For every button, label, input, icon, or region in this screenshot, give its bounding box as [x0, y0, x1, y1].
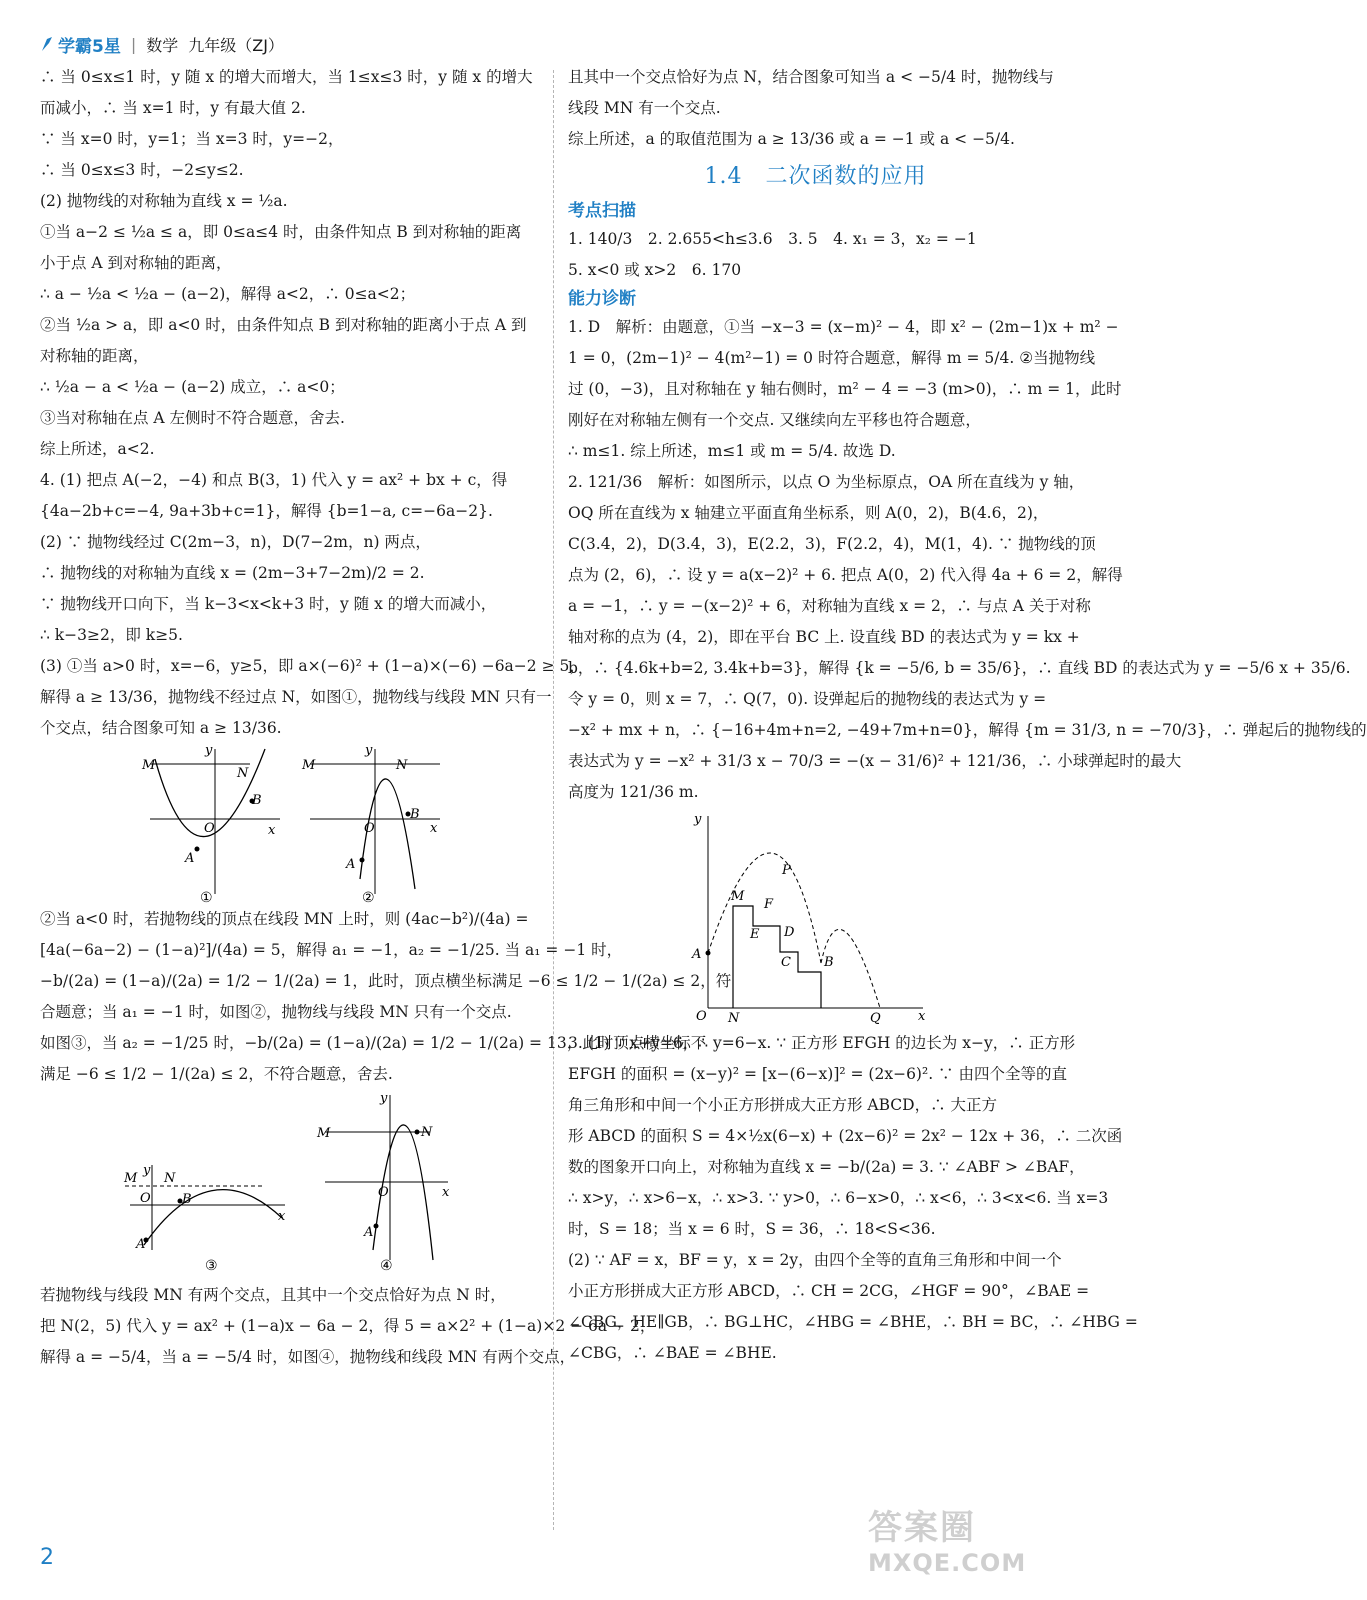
fig3-label-M: M — [124, 1171, 138, 1186]
left-text-line: 解得 a = −5/4，当 a = −5/4 时，如图④，抛物线和线段 MN 有两个交点， — [40, 1348, 576, 1366]
right-text-line: 2. 121/36 解析：如图所示，以点 O 为坐标原点，OA 所在直线为 y 轴， — [568, 473, 1085, 491]
subsection-nengli: 能力诊断 — [568, 289, 636, 309]
left-text-line: 而减小，∴ 当 x=1 时，y 有最大值 2. — [40, 99, 306, 117]
header-grade: 九年级（ZJ） — [188, 35, 284, 55]
left-text-line: 对称轴的距离， — [40, 347, 149, 365]
right-text-line: 轴对称的点为 (4，2)，即在平台 BC 上. 设直线 BD 的表达式为 y = kx + — [568, 628, 1080, 646]
ballfig-label-x: x — [918, 1009, 926, 1024]
ballfig-label-O: O — [696, 1009, 707, 1024]
right-text-line: 表达式为 y = −x² + 31/3 x − 70/3 = −(x − 31/6)² + 121/36，∴ 小球弹起时的最大 — [568, 752, 1182, 770]
left-text-line: {4a−2b+c=−4, 9a+3b+c=1}，解得 {b=1−a, c=−6a−2}. — [40, 502, 493, 520]
answers-line-1: 1. 140/3 2. 2.655<h≤3.6 3. 5 4. x₁ = 3，x₂ = −1 — [568, 230, 977, 248]
right-text-block-3 — [568, 1028, 1138, 1369]
answers-line-2: 5. x<0 或 x>2 6. 170 — [568, 261, 742, 279]
fig2-label-N: N — [396, 758, 408, 773]
ballfig-label-C: C — [781, 955, 791, 970]
left-text-block-1 — [40, 62, 585, 744]
fig4-caption: ④ — [380, 1258, 393, 1274]
right-text-line: a = −1，∴ y = −(x−2)² + 6，对称轴为直线 x = 2，∴ 与点 A 关于对称 — [568, 597, 1091, 615]
fig4-label-x: x — [442, 1185, 450, 1200]
left-text-line: ∴ 抛物线的对称轴为直线 x = (2m−3+7−2m)/2 = 2. — [40, 564, 425, 582]
ballfig-label-E: E — [750, 927, 760, 942]
figure-4 — [316, 1091, 450, 1260]
fig3-label-A: A — [136, 1237, 146, 1252]
right-text-line: 小正方形拼成大正方形 ABCD，∴ CH = 2CG，∠HGF = 90°，∠BAE = — [568, 1282, 1090, 1300]
watermark-logo — [868, 1500, 1058, 1590]
right-text-line: 令 y = 0，则 x = 7，∴ Q(7，0). 设弹起后的抛物线的表达式为 y = — [568, 690, 1047, 708]
left-text-line: 4. (1) 把点 A(−2，−4) 和点 B(3，1) 代入 y = ax² + bx + c，得 — [40, 471, 508, 489]
right-text-line: −x² + mx + n，∴ {−16+4m+n=2, −49+7m+n=0}，解得 {m = 31/3, n = −70/3}，∴ 弹起后的抛物线的 — [568, 721, 1367, 739]
left-text-block-3 — [40, 1280, 656, 1373]
fig1-label-B: B — [252, 793, 262, 808]
ballfig-label-P: P — [782, 863, 791, 878]
left-text-line: ∴ 当 0≤x≤3 时，−2≤y≤2. — [40, 161, 244, 179]
fig3-label-B: B — [182, 1192, 192, 1207]
ballfig-label-D: D — [784, 925, 795, 940]
figure-1 — [141, 743, 280, 894]
right-text-line: EFGH 的面积 = (x−y)² = [x−(6−x)]² = (2x−6)². ∵ 由四个全等的直 — [568, 1065, 1067, 1083]
fig2-label-A: A — [346, 857, 356, 872]
fig2-label-M: M — [302, 758, 316, 773]
fig1-caption: ① — [200, 890, 213, 906]
fig2-label-y: y — [365, 743, 373, 758]
ballfig-label-N: N — [728, 1011, 740, 1026]
fig4-label-N: N — [421, 1125, 433, 1140]
right-text-block-2 — [568, 312, 1367, 808]
left-text-line: ∴ k−3≥2，即 k≥5. — [40, 626, 183, 644]
left-text-line: 如图③，当 a₂ = −1/25 时，−b/(2a) = (1−a)/(2a) = 1/2 − 1/(2a) = 13，此时顶点横坐标不 — [40, 1034, 707, 1052]
left-text-block-2 — [40, 904, 732, 1090]
left-text-line: ∵ 当 x=0 时，y=1；当 x=3 时，y=−2， — [40, 130, 344, 148]
brand-logo — [40, 32, 121, 57]
left-text-line: 满足 −6 ≤ 1/2 − 1/(2a) ≤ 2，不符合题意，舍去. — [40, 1065, 393, 1083]
fig3-label-O: O — [140, 1191, 151, 1206]
right-text-line: 综上所述，a 的取值范围为 a ≥ 13/36 或 a = −1 或 a < −5/4. — [568, 130, 1015, 148]
left-text-line: ②当 a<0 时，若抛物线的顶点在线段 MN 上时，则 (4ac−b²)/(4a) = — [40, 910, 529, 928]
fig3-label-N: N — [164, 1171, 176, 1186]
fig2-label-x: x — [430, 821, 438, 836]
right-text-line: ∴ x>y，∴ x>6−x，∴ x>3. ∵ y>0，∴ 6−x>0，∴ x<6，∴ 3<x<6. 当 x=3 — [568, 1189, 1109, 1207]
right-text-line: ∠CBG，∴ ∠BAE = ∠BHE. — [568, 1344, 777, 1362]
right-text-line: b，∴ {4.6k+b=2, 3.4k+b=3}，解得 {k = −5/6, b = 35/6}，∴ 直线 BD 的表达式为 y = −5/6 x + 35/6. — [568, 659, 1351, 677]
ballfig-label-F: F — [764, 897, 774, 912]
fig4-label-A: A — [364, 1225, 374, 1240]
right-text-line: (2) ∵ AF = x，BF = y，x = 2y，由四个全等的直角三角形和中间一个 — [568, 1251, 1062, 1269]
ballfig-label-y: y — [694, 812, 702, 827]
fig1-label-A: A — [185, 851, 195, 866]
right-column — [568, 62, 1367, 1369]
right-text-line: 刚好在对称轴左侧有一个交点. 又继续向左平移也符合题意， — [568, 411, 981, 429]
figures-3-4 — [40, 1090, 540, 1280]
fig1-label-x: x — [268, 823, 276, 838]
right-text-line: 数的图象开口向上，对称轴为直线 x = −b/(2a) = 3. ∵ ∠ABF > ∠BAF， — [568, 1158, 1085, 1176]
right-text-line: 1 = 0，(2m−1)² − 4(m²−1) = 0 时符合题意，解得 m = 5/4. ②当抛物线 — [568, 349, 1096, 367]
figure-3 — [123, 1163, 286, 1252]
left-text-line: (3) ①当 a>0 时，x=−6，y≥5，即 a×(−6)² + (1−a)×(−6) −6a−2 ≥ 5， — [40, 657, 585, 675]
left-text-line: ∵ 抛物线开口向下，当 k−3<x<k+3 时，y 随 x 的增大而减小， — [40, 595, 497, 613]
section-title: 1.4 二次函数的应用 — [704, 164, 927, 189]
left-text-line: −b/(2a) = (1−a)/(2a) = 1/2 − 1/(2a) = 1，此时，顶点横坐标满足 −6 ≤ 1/2 − 1/(2a) ≤ 2，符 — [40, 972, 732, 990]
left-text-line: [4a(−6a−2) − (1−a)²]/(4a) = 5，解得 a₁ = −1，a₂ = −1/25. 当 a₁ = −1 时， — [40, 941, 623, 959]
fig4-label-M: M — [317, 1126, 331, 1141]
right-text-line: 高度为 121/36 m. — [568, 783, 699, 801]
fig1-label-N: N — [237, 766, 249, 781]
header-separator: | — [130, 34, 137, 54]
left-text-line: (2) 抛物线的对称轴为直线 x = ½a. — [40, 192, 288, 210]
right-text-line: 形 ABCD 的面积 S = 4×½x(6−x) + (2x−6)² = 2x² − 12x + 36，∴ 二次函 — [568, 1127, 1123, 1145]
right-text-line: 且其中一个交点恰好为点 N，结合图象可知当 a < −5/4 时，抛物线与 — [568, 68, 1054, 86]
figure-2 — [301, 743, 440, 894]
left-text-line: 解得 a ≥ 13/36，抛物线不经过点 N，如图①，抛物线与线段 MN 只有一 — [40, 688, 552, 706]
figure-ball-bounce — [568, 808, 1063, 1028]
figures-1-2 — [40, 744, 540, 904]
left-text-line: ∴ ½a − a < ½a − (a−2) 成立，∴ a<0； — [40, 378, 345, 396]
fig4-label-O: O — [378, 1185, 389, 1200]
fig1-label-y: y — [205, 743, 213, 758]
left-text-line: ①当 a−2 ≤ ½a ≤ a，即 0≤a≤4 时，由条件知点 B 到对称轴的距离 — [40, 223, 522, 241]
left-text-line: ∴ a − ½a < ½a − (a−2)，解得 a<2，∴ 0≤a<2； — [40, 285, 416, 303]
right-text-line: OQ 所在直线为 x 轴建立平面直角坐标系，则 A(0，2)，B(4.6，2)， — [568, 504, 1049, 522]
ballfig-label-B: B — [824, 955, 834, 970]
right-text-line: 线段 MN 有一个交点. — [568, 99, 721, 117]
left-text-line: 综上所述，a<2. — [40, 440, 155, 458]
page-header — [40, 32, 284, 56]
ballfig-label-Q: Q — [870, 1011, 881, 1026]
right-text-block-1 — [568, 62, 1063, 155]
right-text-line: 点为 (2，6)，∴ 设 y = a(x−2)² + 6. 把点 A(0，2) 代入得 4a + 6 = 2，解得 — [568, 566, 1123, 584]
right-text-line: 1. D 解析：由题意，①当 −x−3 = (x−m)² − 4，即 x² − (2m−1)x + m² − — [568, 318, 1119, 336]
left-text-line: 把 N(2，5) 代入 y = ax² + (1−a)x − 6a − 2，得 5 = a×2² + (1−a)×2 − 6a − 2， — [40, 1317, 656, 1335]
fig4-label-y: y — [380, 1091, 388, 1106]
right-text-line: C(3.4，2)，D(3.4，3)，E(2.2，3)，F(2.2，4)，M(1，4). ∵ 抛物线的顶 — [568, 535, 1096, 553]
watermark-bottom: MXQE.COM — [868, 1549, 1027, 1577]
right-text-line: 角三角形和中间一个小正方形拼成大正方形 ABCD，∴ 大正方 — [568, 1096, 998, 1114]
left-text-line: ②当 ½a > a，即 a<0 时，由条件知点 B 到对称轴的距离小于点 A 到 — [40, 316, 527, 334]
left-text-line: ③当对称轴在点 A 左侧时不符合题意，舍去. — [40, 409, 345, 427]
right-text-line: 过 (0，−3)，且对称轴在 y 轴右侧时，m² − 4 = −3 (m>0)，∴ m = 1，此时 — [568, 380, 1122, 398]
left-text-line: 若抛物线与线段 MN 有两个交点，且其中一个交点恰好为点 N 时， — [40, 1286, 506, 1304]
right-text-line: 3. (1) ∵ x+y=6，∴ y=6−x. ∵ 正方形 EFGH 的边长为 x−y，∴ 正方形 — [568, 1034, 1076, 1052]
fig1-label-O: O — [204, 821, 215, 836]
page-number: 2 — [40, 1545, 54, 1570]
fig1-label-M: M — [142, 758, 156, 773]
header-subject: 数学 — [146, 35, 179, 55]
fig3-label-x: x — [278, 1209, 286, 1224]
left-text-line: (2) ∵ 抛物线经过 C(2m−3，n)，D(7−2m，n) 两点， — [40, 533, 431, 551]
ballfig-label-A: A — [692, 947, 702, 962]
brand-feather-icon — [40, 36, 54, 52]
watermark-top: 答案圈 — [868, 1508, 976, 1548]
brand-name: 学霸5星 — [58, 36, 121, 57]
column-divider — [553, 70, 554, 1530]
fig3-caption: ③ — [205, 1258, 218, 1274]
left-text-line: ∴ 当 0≤x≤1 时，y 随 x 的增大而增大，当 1≤x≤3 时，y 随 x 的增大 — [40, 68, 533, 86]
left-text-line: 个交点，结合图象可知 a ≥ 13/36. — [40, 719, 282, 737]
fig2-caption: ② — [362, 890, 375, 906]
right-text-line: 时，S = 18；当 x = 6 时，S = 36，∴ 18<S<36. — [568, 1220, 936, 1238]
left-text-line: 合题意；当 a₁ = −1 时，如图②，抛物线与线段 MN 只有一个交点. — [40, 1003, 512, 1021]
fig2-label-B: B — [410, 807, 420, 822]
left-text-line: 小于点 A 到对称轴的距离， — [40, 254, 232, 272]
subsection-kaodian: 考点扫描 — [568, 201, 636, 221]
right-text-line: ∴ m≤1. 综上所述，m≤1 或 m = 5/4. 故选 D. — [568, 442, 896, 460]
right-text-line: ∠CBG，HE∥GB，∴ BG⊥HC，∠HBG = ∠BHE，∴ BH = BC，∴ ∠HBG = — [568, 1313, 1138, 1331]
ballfig-label-M: M — [731, 889, 745, 904]
fig2-label-O: O — [364, 821, 375, 836]
fig3-label-y: y — [143, 1163, 151, 1178]
